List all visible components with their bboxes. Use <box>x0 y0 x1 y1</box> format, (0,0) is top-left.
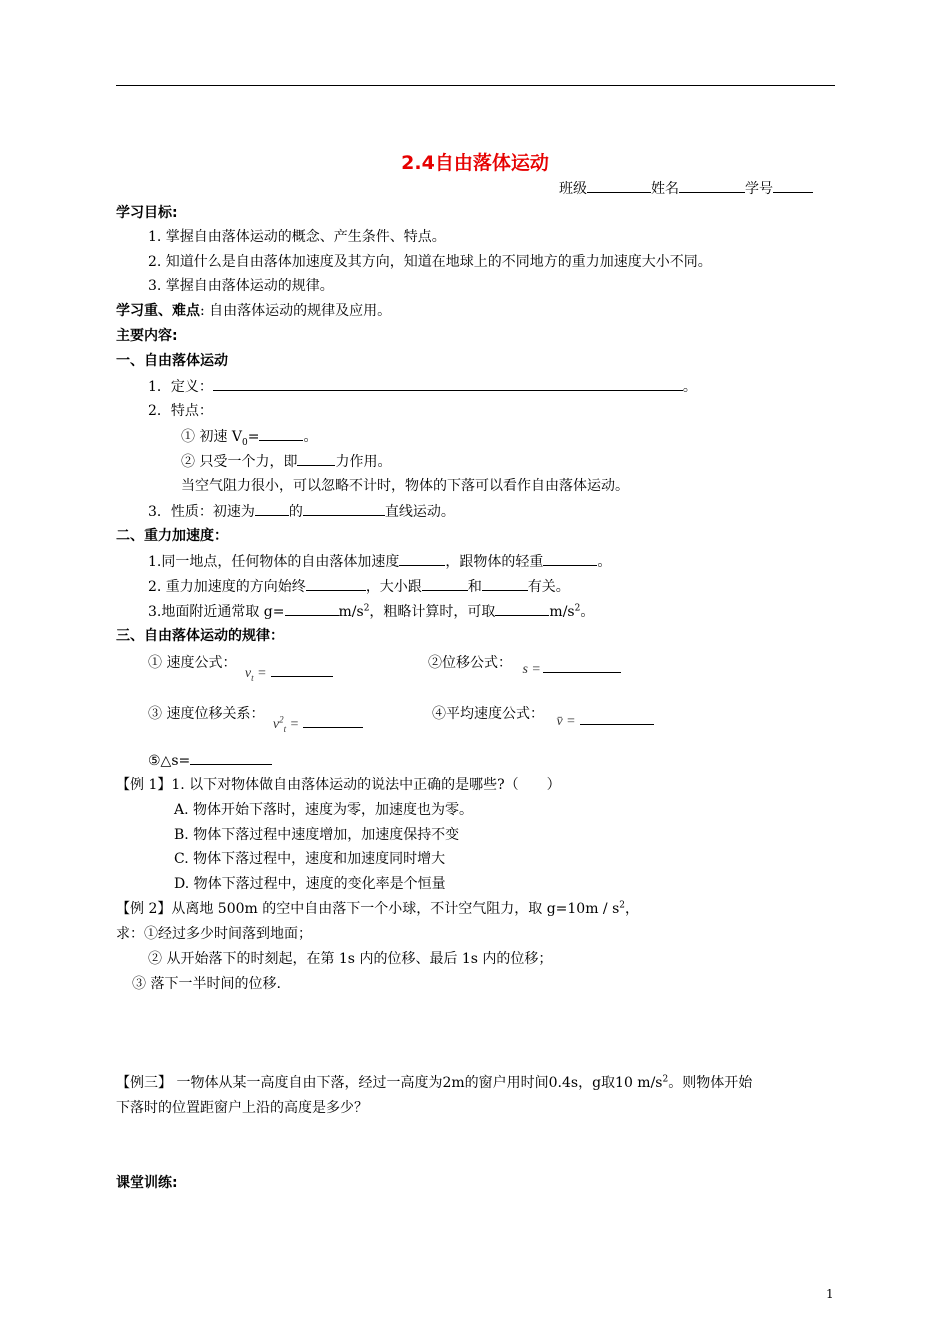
displacement-formula-label: ②位移公式： <box>428 655 512 671</box>
example-2-part-3: ③ 落下一半时间的位移. <box>132 976 281 992</box>
features-label: 2．特点： <box>148 403 213 419</box>
displacement-symbol: s = <box>522 662 541 677</box>
section-3-heading: 三、自由落体运动的规律： <box>116 628 284 644</box>
goal-item: 1. 掌握自由落体运动的概念、产生条件、特点。 <box>148 229 446 245</box>
example-1-option: D. 物体下落过程中，速度的变化率是个恒量 <box>174 876 446 892</box>
example-2-exponent: 2 <box>619 900 626 911</box>
example-3-line-2: 下落时的位置距窗户上沿的高度是多少？ <box>116 1100 368 1116</box>
definition-blank[interactable] <box>213 376 683 391</box>
velocity-formula <box>148 652 333 683</box>
property-end: 直线运动。 <box>384 504 455 520</box>
property-blank-2[interactable] <box>303 501 385 516</box>
feature-1-text: ① 初速 V <box>181 429 243 445</box>
average-velocity-formula <box>432 703 654 729</box>
delta-s-formula <box>148 750 272 771</box>
unit-text: m/s <box>549 604 575 620</box>
delta-s-label: ⑤△s= <box>148 753 191 769</box>
example-3-exponent: 2 <box>662 1074 669 1085</box>
classroom-training-heading: 课堂训练: <box>116 1175 178 1191</box>
feature-1-sub: 0 <box>242 437 248 448</box>
example-1-option: C. 物体下落过程中，速度和加速度同时增大 <box>174 851 446 867</box>
feature-2-text: ② 只受一个力，即 <box>181 454 298 470</box>
student-info <box>559 178 813 199</box>
gravity-line-3-end: 。 <box>580 604 595 620</box>
example-2-question <box>116 899 639 919</box>
relation-symbol: $v^2_t$ = <box>272 714 300 734</box>
gravity-blank-6[interactable] <box>285 601 339 616</box>
air-resistance-note: 当空气阻力很小，可以忽略不计时，物体的下落可以看作自由落体运动。 <box>181 478 629 494</box>
average-velocity-symbol: v̄ = <box>556 714 576 729</box>
velocity-formula-label: ① 速度公式： <box>148 655 237 671</box>
definition-end: 。 <box>682 379 697 395</box>
goal-item: 3. 掌握自由落体运动的规律。 <box>148 278 334 294</box>
property-blank-1[interactable] <box>255 501 289 516</box>
gravity-line-2-text-2: ，大小跟 <box>365 579 422 595</box>
displacement-formula <box>428 652 621 677</box>
property-line <box>148 501 455 522</box>
page-title: 2.4自由落体运动 <box>401 152 549 174</box>
example-2-part-1: 求：①经过多少时间落到地面； <box>116 926 312 942</box>
key-points <box>116 301 391 321</box>
header-rule <box>116 85 835 86</box>
gravity-line-1 <box>148 551 611 572</box>
example-1-question: 【例 1】1. 以下对物体做自由落体运动的说法中正确的是哪些?（ ） <box>116 777 561 793</box>
key-text: : 自由落体运动的规律及应用。 <box>200 303 392 319</box>
class-blank[interactable] <box>587 178 651 193</box>
gravity-line-3-text: 3.地面附近通常取 g= <box>148 604 285 620</box>
goals-heading: 学习目标: <box>116 205 178 221</box>
velocity-symbol: $v_t$ = <box>244 666 267 683</box>
gravity-line-2-text: 2. 重力加速度的方向始终 <box>148 579 306 595</box>
relation-blank[interactable] <box>303 713 363 728</box>
example-2-part-2: ② 从开始落下的时刻起，在第 1s 内的位移、最后 1s 内的位移； <box>148 951 553 967</box>
example-1-option: B. 物体下落过程中速度增加，加速度保持不变 <box>174 827 460 843</box>
delta-s-blank[interactable] <box>190 750 272 765</box>
unit-exponent: 2 <box>363 603 370 614</box>
gravity-blank-2[interactable] <box>543 551 597 566</box>
gravity-line-3 <box>148 601 594 622</box>
example-1-option: A. 物体开始下落时，速度为零，加速度也为零。 <box>174 802 474 818</box>
average-velocity-label: ④平均速度公式： <box>432 706 544 722</box>
name-blank[interactable] <box>679 178 745 193</box>
property-text: 3．性质：初速为 <box>148 504 255 520</box>
feature-1-end: 。 <box>303 429 318 445</box>
example-2-text: 【例 2】从离地 500m 的空中自由落下一个小球，不计空气阻力，取 g=10m / s <box>116 901 620 917</box>
name-label: 姓名 <box>651 181 679 197</box>
id-label: 学号 <box>745 181 773 197</box>
force-blank[interactable] <box>297 451 335 466</box>
feature-1-eq: = <box>247 429 260 445</box>
example-3-text: 【例三】 一物体从某一高度自由下落，经过一高度为2m的窗户用时间0.4s，g取10 m/s <box>116 1075 663 1091</box>
gravity-line-3-text-2: ，粗略计算时，可取 <box>369 604 496 620</box>
example-3-line-1 <box>116 1073 752 1093</box>
definition-label: 1．定义： <box>148 379 213 395</box>
gravity-blank-3[interactable] <box>306 576 366 591</box>
gravity-blank-1[interactable] <box>399 551 445 566</box>
section-2-heading: 二、重力加速度： <box>116 528 228 544</box>
example-3-text-end: 。则物体开始 <box>668 1075 753 1091</box>
feature-1 <box>181 426 317 447</box>
feature-2-end: 力作用。 <box>335 454 392 470</box>
feature-2 <box>181 451 391 472</box>
gravity-blank-5[interactable] <box>482 576 528 591</box>
gravity-line-1-text-2: ，跟物体的轻重 <box>445 554 544 570</box>
initial-velocity-blank[interactable] <box>259 426 303 441</box>
id-blank[interactable] <box>773 178 813 193</box>
gravity-line-1-text: 1.同一地点，任何物体的自由落体加速度 <box>148 554 400 570</box>
velocity-displacement-relation <box>148 703 363 734</box>
key-label: 学习重、难点 <box>116 303 200 319</box>
gravity-line-2-text-3: 和 <box>467 579 482 595</box>
goal-item: 2. 知道什么是自由落体加速度及其方向，知道在地球上的不同地方的重力加速度大小不同。 <box>148 254 712 270</box>
class-label: 班级 <box>559 181 587 197</box>
example-2-end: ， <box>625 901 640 917</box>
gravity-line-2 <box>148 576 570 597</box>
unit-text: m/s <box>338 604 364 620</box>
average-velocity-blank[interactable] <box>580 710 654 725</box>
velocity-formula-blank[interactable] <box>271 662 333 677</box>
definition-line <box>148 376 697 397</box>
gravity-line-2-end: 有关。 <box>527 579 570 595</box>
gravity-blank-7[interactable] <box>495 601 549 616</box>
unit-exponent: 2 <box>574 603 581 614</box>
property-text-2: 的 <box>288 504 303 520</box>
page-number: 1 <box>826 1287 834 1301</box>
gravity-line-1-end: 。 <box>597 554 612 570</box>
gravity-blank-4[interactable] <box>422 576 468 591</box>
section-1-heading: 一、自由落体运动 <box>116 353 228 369</box>
main-heading: 主要内容: <box>116 328 178 344</box>
relation-label: ③ 速度位移关系： <box>148 706 265 722</box>
displacement-formula-blank[interactable] <box>543 658 621 673</box>
